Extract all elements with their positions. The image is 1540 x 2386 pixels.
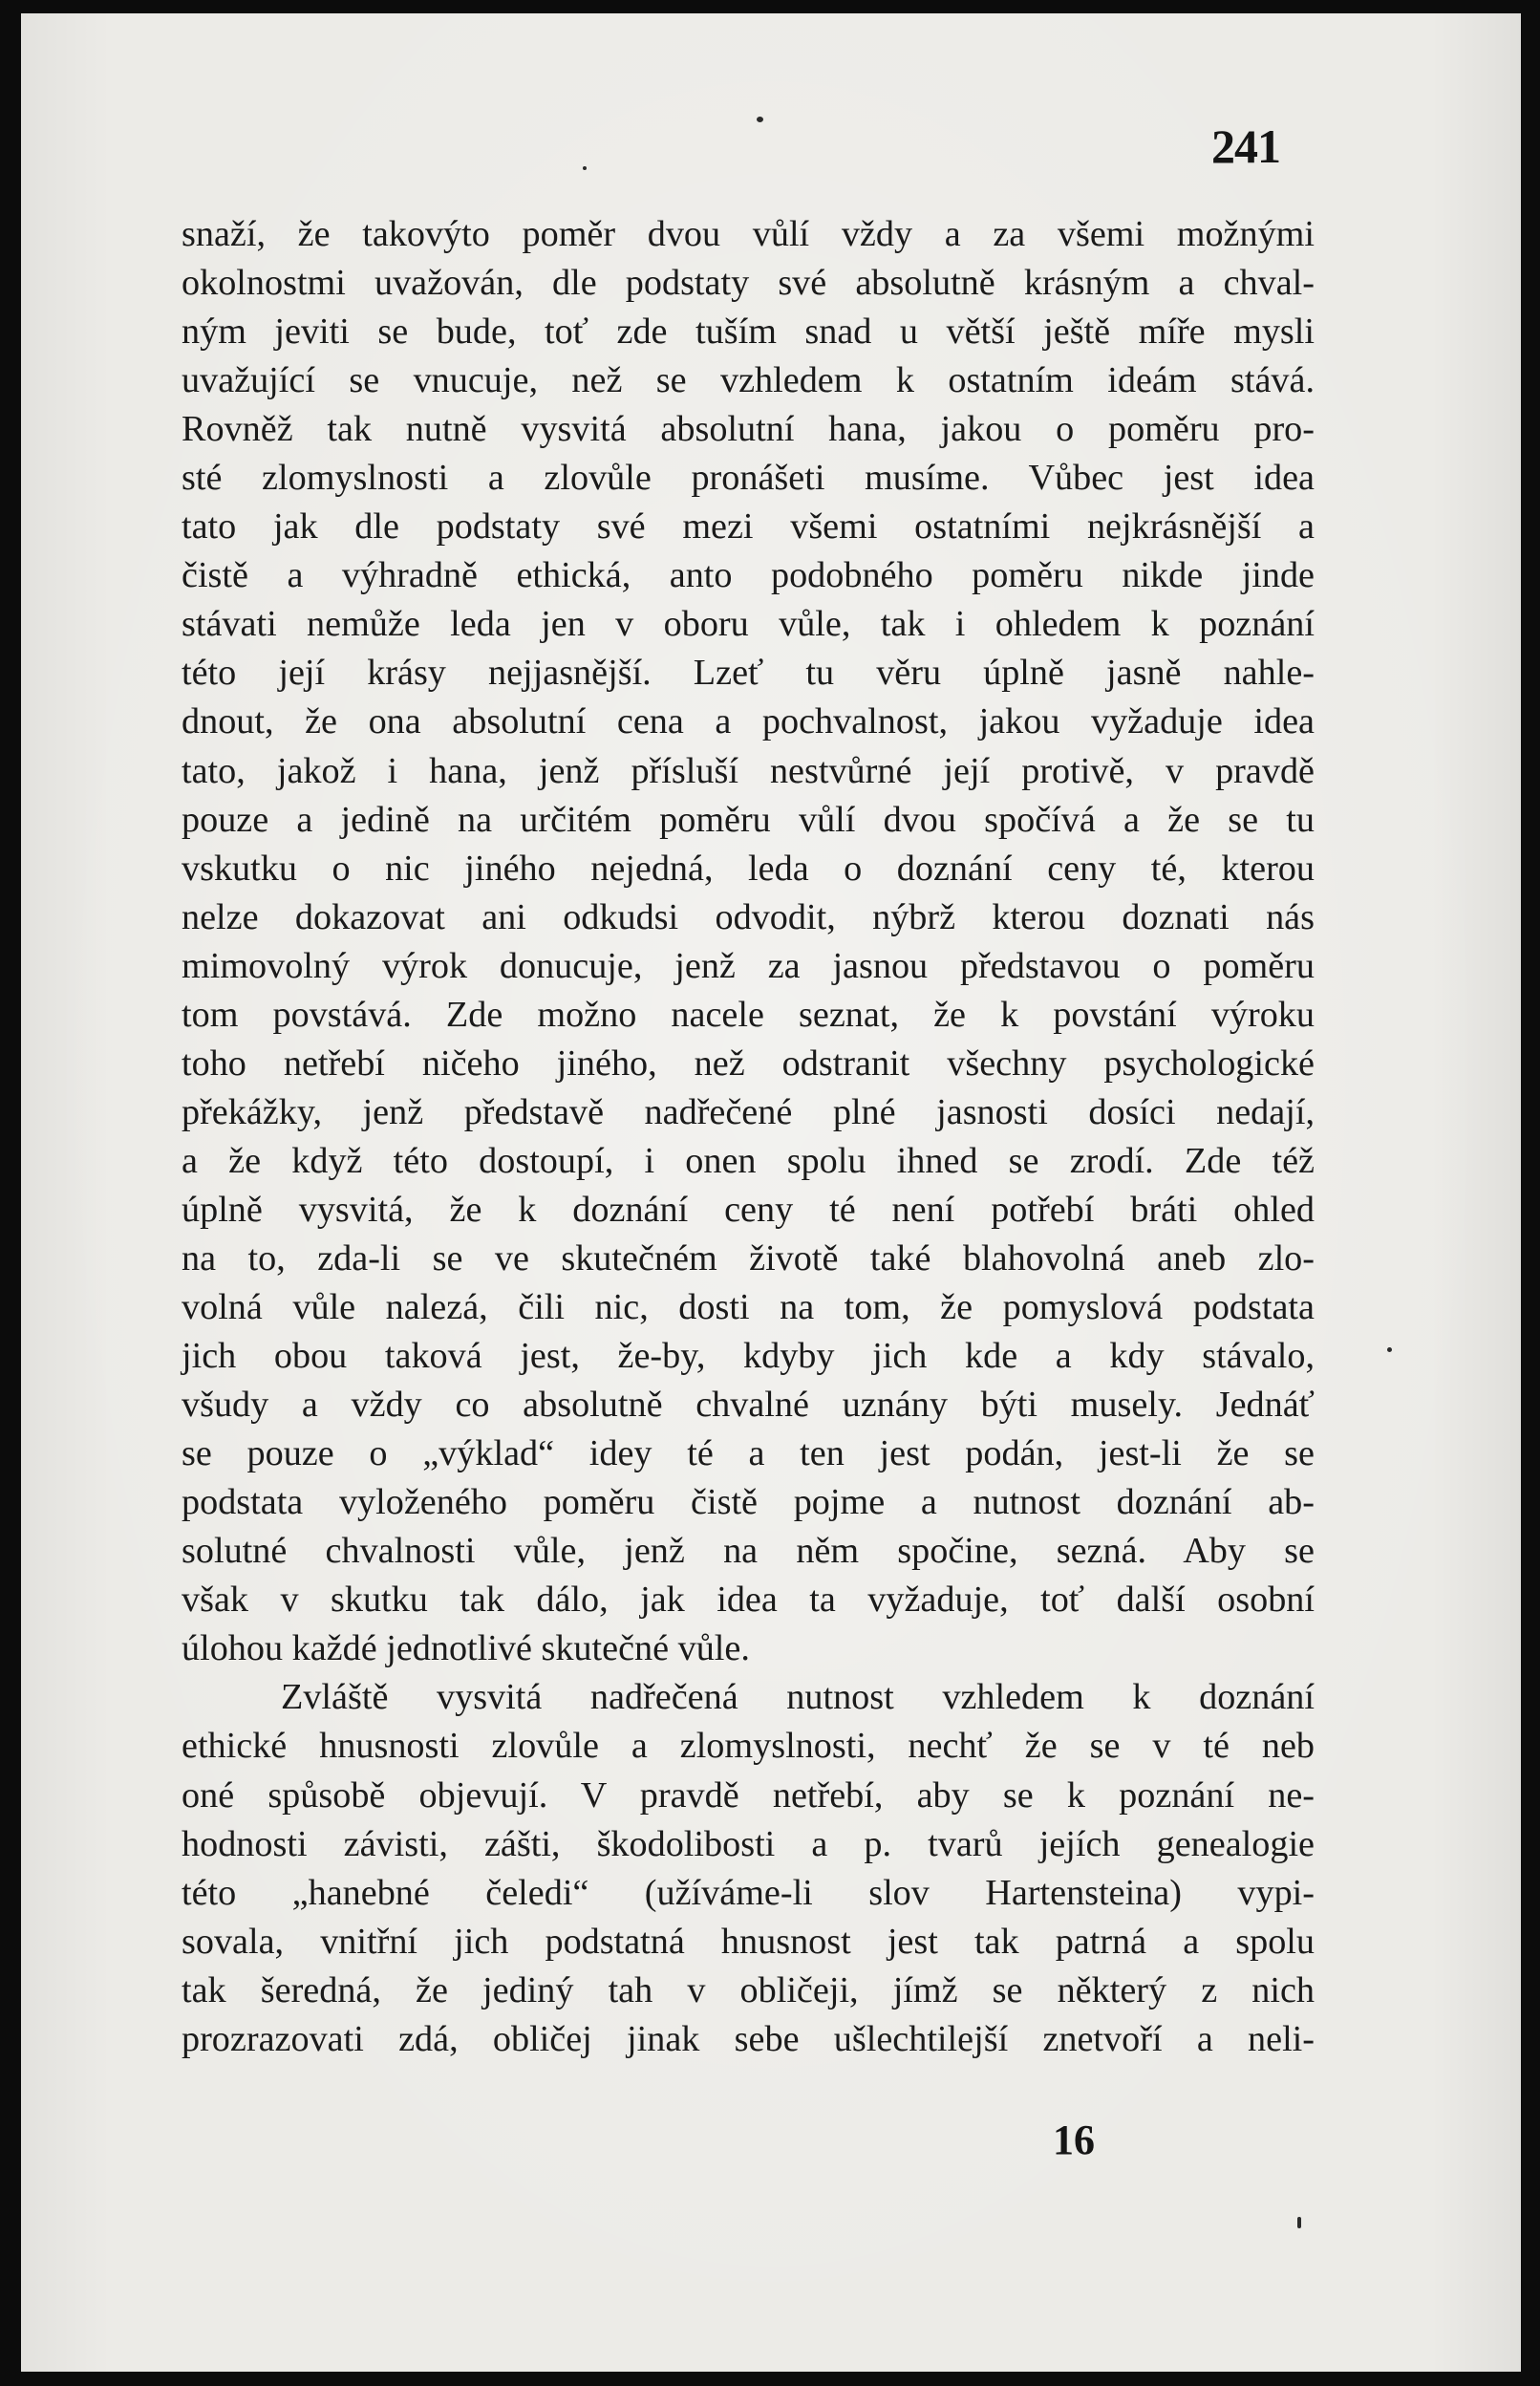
text-line: nelze dokazovat ani odkudsi odvodit, nýbrž kterou doznati nás bbox=[182, 896, 1315, 937]
text-line: pouze a jedině na určitém poměru vůlí dvou spočívá a že se tu bbox=[182, 799, 1315, 840]
text-line: však v skutku tak dálo, jak idea ta vyžaduje, toť další osobní bbox=[182, 1580, 1315, 1621]
text-line: prozrazovati zdá, obličej jinak sebe ušlechtilejší znetvoří a neli- bbox=[182, 2018, 1315, 2059]
text-line: oné spůsobě objevují. V pravdě netřebí, aby se k poznání ne- bbox=[182, 1774, 1315, 1816]
paragraph-end-line: úlohou každé jednotlivé skutečné vůle. bbox=[182, 1628, 750, 1669]
text-line: jich obou taková jest, že-by, kdyby jich kde a kdy stávalo, bbox=[182, 1336, 1315, 1377]
text-line: se pouze o „výklad“ idey té a ten jest podán, jest-li že se bbox=[182, 1433, 1315, 1474]
text-line: podstata vyloženého poměru čistě pojme a nutnost doznání ab- bbox=[182, 1482, 1315, 1523]
text-line: překážky, jenž představě nadřečené plné jasnosti dosíci nedají, bbox=[182, 1091, 1315, 1132]
text-line: této její krásy nejjasnější. Lzeť tu věru úplně jasně nahle- bbox=[182, 653, 1315, 694]
text-line: úplně vysvitá, že k doznání ceny té není potřebí bráti ohled bbox=[182, 1189, 1315, 1230]
text-line: hodnosti závisti, zášti, škodolibosti a p. tvarů jejích genealogie bbox=[182, 1823, 1315, 1864]
text-line: tom povstává. Zde možno nacele seznat, že k povstání výroku bbox=[182, 994, 1315, 1035]
dust-speck bbox=[583, 166, 587, 170]
text-line: uvažující se vnucuje, než se vzhledem k ostatním ideám stává. bbox=[182, 360, 1315, 401]
text-line: sovala, vnitřní jich podstatná hnusnost jest tak patrná a spolu bbox=[182, 1921, 1315, 1962]
text-line: vskutku o nic jiného nejedná, leda o doznání ceny té, kterou bbox=[182, 848, 1315, 889]
text-line: této „hanebné čeledi“ (užíváme-li slov Hartensteina) vypi- bbox=[182, 1872, 1315, 1913]
body-text bbox=[182, 210, 1315, 2064]
dust-speck bbox=[1297, 2217, 1301, 2228]
text-line: solutné chvalnosti vůle, jenž na něm spočine, sezná. Aby se bbox=[182, 1531, 1315, 1572]
text-line: ethické hnusnosti zlovůle a zlomyslnosti, nechť že se v té neb bbox=[182, 1726, 1315, 1767]
text-line: dnout, že ona absolutní cena a pochvalnost, jakou vyžaduje idea bbox=[182, 701, 1315, 742]
text-line: tato jak dle podstaty své mezi všemi ostatními nejkrásnější a bbox=[182, 506, 1315, 548]
dust-speck bbox=[1387, 1347, 1392, 1352]
text-line: sté zlomyslnosti a zlovůle pronášeti musíme. Vůbec jest idea bbox=[182, 458, 1315, 499]
paragraph-start-line: Zvláště vysvitá nadřečená nutnost vzhledem k doznání bbox=[281, 1677, 1315, 1718]
text-line: čistě a výhradně ethická, anto podobného poměru nikde jinde bbox=[182, 555, 1315, 596]
text-line: toho netřebí ničeho jiného, než odstranit všechny psychologické bbox=[182, 1043, 1315, 1084]
text-line: ným jeviti se bude, toť zde tuším snad u větší ještě míře mysli bbox=[182, 312, 1315, 353]
text-line: okolnostmi uvažován, dle podstaty své absolutně krásným a chval- bbox=[182, 263, 1315, 304]
text-line: stávati nemůže leda jen v oboru vůle, tak i ohledem k poznání bbox=[182, 604, 1315, 645]
text-line: tak šeredná, že jediný tah v obličeji, jímž se některý z nich bbox=[182, 1969, 1315, 2010]
text-line: mimovolný výrok donucuje, jenž za jasnou představou o poměru bbox=[182, 945, 1315, 986]
text-line: a že když této dostoupí, i onen spolu ihned se zrodí. Zde též bbox=[182, 1140, 1315, 1181]
text-line: Rovněž tak nutně vysvitá absolutní hana, jakou o poměru pro- bbox=[182, 409, 1315, 450]
dust-speck bbox=[757, 117, 763, 122]
text-line: na to, zda-li se ve skutečném životě také blahovolná aneb zlo- bbox=[182, 1237, 1315, 1279]
signature-mark: 16 bbox=[1053, 2117, 1095, 2163]
text-line: všudy a vždy co absolutně chvalné uznány býti musely. Jednáť bbox=[182, 1385, 1315, 1426]
page-number: 241 bbox=[1211, 119, 1280, 173]
text-line: snaží, že takovýto poměr dvou vůlí vždy a za všemi možnými bbox=[182, 214, 1315, 254]
book-page bbox=[21, 13, 1521, 2372]
text-line: tato, jakož i hana, jenž přísluší nestvůrné její protivě, v pravdě bbox=[182, 750, 1315, 791]
text-line: volná vůle nalezá, čili nic, dosti na tom, že pomyslová podstata bbox=[182, 1287, 1315, 1328]
